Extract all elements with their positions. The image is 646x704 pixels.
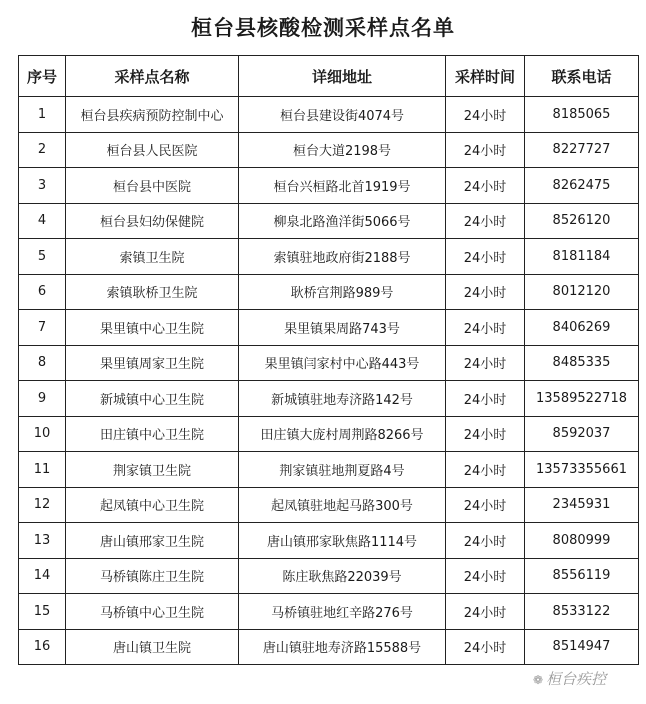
- cell-index: 5: [19, 239, 66, 275]
- cell-phone: 8592037: [525, 416, 639, 452]
- cell-address: 果里镇闫家村中心路443号: [239, 345, 446, 381]
- cell-phone: 8185065: [525, 97, 639, 133]
- table-row: [19, 168, 639, 204]
- cell-site-name: 桓台县疾病预防控制中心: [66, 97, 239, 133]
- cell-index: 1: [19, 97, 66, 133]
- cell-address: 田庄镇大庞村周荆路8266号: [239, 416, 446, 452]
- cell-site-name: 唐山镇卫生院: [66, 629, 239, 665]
- table-row: [19, 452, 639, 488]
- cell-index: 4: [19, 203, 66, 239]
- cell-hours: 24小时: [446, 239, 525, 275]
- cell-index: 15: [19, 594, 66, 630]
- cell-phone: 8012120: [525, 274, 639, 310]
- cell-site-name: 索镇耿桥卫生院: [66, 274, 239, 310]
- cell-hours: 24小时: [446, 274, 525, 310]
- cell-index: 16: [19, 629, 66, 665]
- cell-site-name: 桓台县中医院: [66, 168, 239, 204]
- cell-phone: 8485335: [525, 345, 639, 381]
- header-hours: 采样时间: [446, 56, 525, 97]
- cell-site-name: 马桥镇中心卫生院: [66, 594, 239, 630]
- cell-index: 13: [19, 523, 66, 559]
- table-row: [19, 274, 639, 310]
- cell-hours: 24小时: [446, 452, 525, 488]
- cell-site-name: 桓台县妇幼保健院: [66, 203, 239, 239]
- cell-phone: 13573355661: [525, 452, 639, 488]
- header-index: 序号: [19, 56, 66, 97]
- cell-index: 11: [19, 452, 66, 488]
- cell-address: 索镇驻地政府街2188号: [239, 239, 446, 275]
- cell-site-name: 索镇卫生院: [66, 239, 239, 275]
- cell-site-name: 果里镇中心卫生院: [66, 310, 239, 346]
- cell-index: 6: [19, 274, 66, 310]
- cell-index: 14: [19, 558, 66, 594]
- cell-hours: 24小时: [446, 345, 525, 381]
- header-site-name: 采样点名称: [66, 56, 239, 97]
- cell-hours: 24小时: [446, 203, 525, 239]
- cell-hours: 24小时: [446, 487, 525, 523]
- watermark: ❁ 桓台疾控: [533, 670, 607, 688]
- table-row: [19, 239, 639, 275]
- cell-phone: 8533122: [525, 594, 639, 630]
- table-row: [19, 629, 639, 665]
- table-row: [19, 132, 639, 168]
- cell-address: 桓台兴桓路北首1919号: [239, 168, 446, 204]
- table-row: [19, 416, 639, 452]
- cell-phone: 8556119: [525, 558, 639, 594]
- cell-site-name: 荆家镇卫生院: [66, 452, 239, 488]
- table-row: [19, 203, 639, 239]
- cell-address: 耿桥宫荆路989号: [239, 274, 446, 310]
- cell-hours: 24小时: [446, 523, 525, 559]
- table-row: [19, 594, 639, 630]
- cell-phone: 8514947: [525, 629, 639, 665]
- cell-address: 桓台大道2198号: [239, 132, 446, 168]
- cell-site-name: 起凤镇中心卫生院: [66, 487, 239, 523]
- cell-address: 新城镇驻地寿济路142号: [239, 381, 446, 417]
- cell-address: 陈庄耿焦路22039号: [239, 558, 446, 594]
- table-row: [19, 523, 639, 559]
- table-row: [19, 97, 639, 133]
- cell-hours: 24小时: [446, 132, 525, 168]
- cell-hours: 24小时: [446, 168, 525, 204]
- cell-phone: 8080999: [525, 523, 639, 559]
- cell-address: 果里镇果周路743号: [239, 310, 446, 346]
- cell-site-name: 桓台县人民医院: [66, 132, 239, 168]
- header-address: 详细地址: [239, 56, 446, 97]
- cell-hours: 24小时: [446, 629, 525, 665]
- cell-index: 9: [19, 381, 66, 417]
- sampling-sites-table: [18, 55, 639, 665]
- cell-index: 2: [19, 132, 66, 168]
- cell-index: 10: [19, 416, 66, 452]
- cell-hours: 24小时: [446, 310, 525, 346]
- table-row: [19, 558, 639, 594]
- cell-address: 荆家镇驻地荆夏路4号: [239, 452, 446, 488]
- cell-phone: 8181184: [525, 239, 639, 275]
- wechat-icon: ❁: [533, 673, 544, 687]
- cell-hours: 24小时: [446, 416, 525, 452]
- table-row: [19, 381, 639, 417]
- document-title: 桓台县核酸检测采样点名单: [191, 16, 455, 40]
- cell-index: 12: [19, 487, 66, 523]
- cell-phone: 8227727: [525, 132, 639, 168]
- cell-site-name: 唐山镇邢家卫生院: [66, 523, 239, 559]
- cell-phone: 13589522718: [525, 381, 639, 417]
- cell-site-name: 马桥镇陈庄卫生院: [66, 558, 239, 594]
- cell-address: 唐山镇驻地寿济路15588号: [239, 629, 446, 665]
- cell-phone: 2345931: [525, 487, 639, 523]
- cell-address: 起凤镇驻地起马路300号: [239, 487, 446, 523]
- cell-hours: 24小时: [446, 594, 525, 630]
- cell-address: 柳泉北路渔洋街5066号: [239, 203, 446, 239]
- table-row: [19, 487, 639, 523]
- cell-index: 8: [19, 345, 66, 381]
- cell-hours: 24小时: [446, 97, 525, 133]
- cell-phone: 8526120: [525, 203, 639, 239]
- cell-phone: 8406269: [525, 310, 639, 346]
- cell-hours: 24小时: [446, 381, 525, 417]
- cell-index: 7: [19, 310, 66, 346]
- table-row: [19, 345, 639, 381]
- header-phone: 联系电话: [525, 56, 639, 97]
- cell-phone: 8262475: [525, 168, 639, 204]
- table-row: [19, 310, 639, 346]
- table-header-row: [19, 56, 639, 97]
- cell-address: 马桥镇驻地红辛路276号: [239, 594, 446, 630]
- cell-site-name: 新城镇中心卫生院: [66, 381, 239, 417]
- cell-hours: 24小时: [446, 558, 525, 594]
- cell-index: 3: [19, 168, 66, 204]
- cell-site-name: 果里镇周家卫生院: [66, 345, 239, 381]
- cell-address: 桓台县建设街4074号: [239, 97, 446, 133]
- cell-address: 唐山镇邢家耿焦路1114号: [239, 523, 446, 559]
- cell-site-name: 田庄镇中心卫生院: [66, 416, 239, 452]
